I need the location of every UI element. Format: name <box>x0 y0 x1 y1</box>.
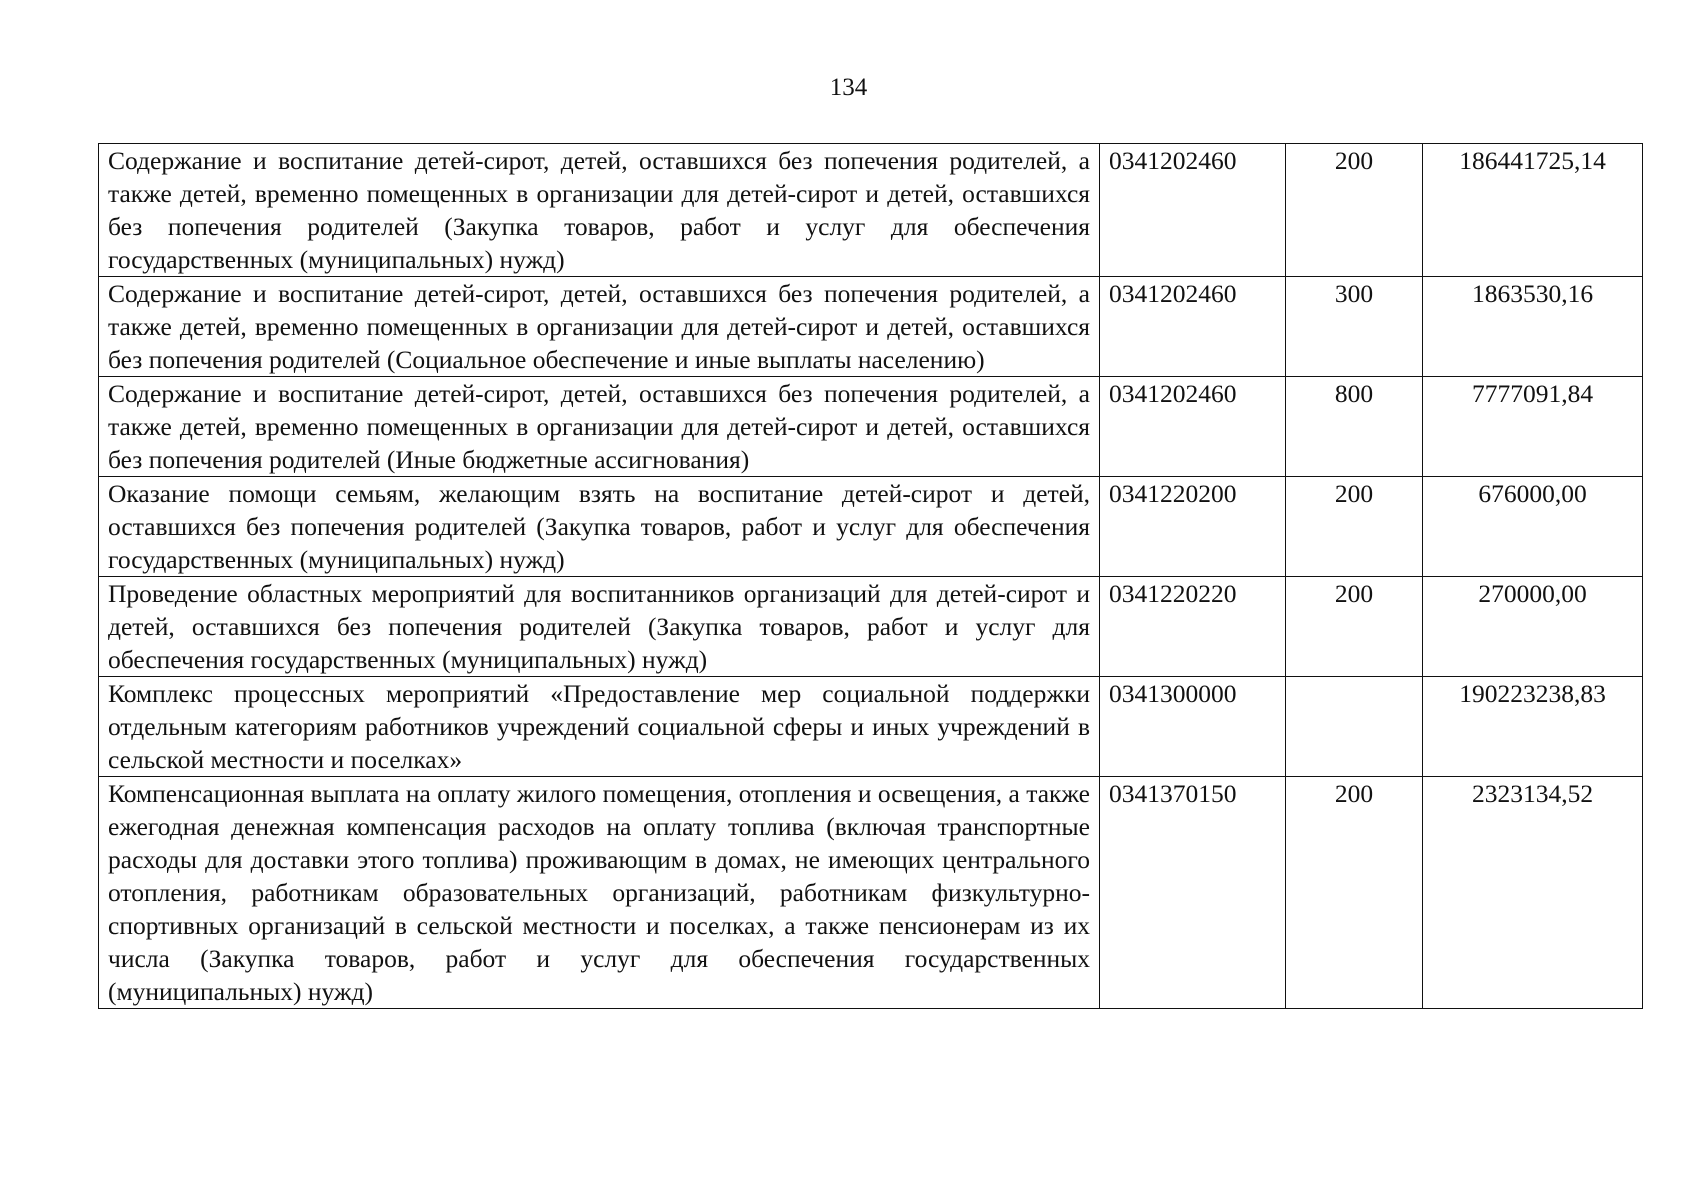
row-target-code: 0341300000 <box>1100 677 1286 777</box>
row-target-code: 0341202460 <box>1100 144 1286 277</box>
row-expense-type: 200 <box>1286 777 1423 1009</box>
page-number: 134 <box>829 74 868 101</box>
row-amount: 2323134,52 <box>1423 777 1643 1009</box>
row-expense-type: 200 <box>1286 477 1423 577</box>
row-target-code: 0341220200 <box>1100 477 1286 577</box>
row-description: Компенсационная выплата на оплату жилого помещения, отопления и освещения, а также ежегодная денежная компенсация расходов на оплату топлива (включая транспортные расходы для доставки этого топлива) проживающим в домах, не имеющих центрального отопления, работникам образовательных организаций, работникам физкультурно-спортивных организаций в сельской местности и поселках, а также пенсионерам из их числа (Закупка товаров, работ и услуг для обеспечения государственных (муниципальных) нужд) <box>99 777 1100 1009</box>
row-expense-type: 200 <box>1286 144 1423 277</box>
table-row <box>99 377 1643 477</box>
row-amount: 190223238,83 <box>1423 677 1643 777</box>
table-row <box>99 477 1643 577</box>
table-row <box>99 144 1643 277</box>
row-expense-type <box>1286 677 1423 777</box>
row-expense-type: 300 <box>1286 277 1423 377</box>
table-row <box>99 277 1643 377</box>
row-expense-type: 200 <box>1286 577 1423 677</box>
row-target-code: 0341370150 <box>1100 777 1286 1009</box>
row-target-code: 0341202460 <box>1100 277 1286 377</box>
table-row <box>99 777 1643 1009</box>
row-target-code: 0341220220 <box>1100 577 1286 677</box>
row-description: Проведение областных мероприятий для воспитанников организаций для детей-сирот и детей, оставшихся без попечения родителей (Закупка товаров, работ и услуг для обеспечения государственных (муниципальных) нужд) <box>99 577 1100 677</box>
row-description: Содержание и воспитание детей-сирот, детей, оставшихся без попечения родителей, а также детей, временно помещенных в организации для детей-сирот и детей, оставшихся без попечения родителей (Закупка товаров, работ и услуг для обеспечения государственных (муниципальных) нужд) <box>99 144 1100 277</box>
row-amount: 7777091,84 <box>1423 377 1643 477</box>
row-amount: 676000,00 <box>1423 477 1643 577</box>
row-amount: 186441725,14 <box>1423 144 1643 277</box>
row-amount: 270000,00 <box>1423 577 1643 677</box>
table-row <box>99 577 1643 677</box>
row-description: Содержание и воспитание детей-сирот, детей, оставшихся без попечения родителей, а также детей, временно помещенных в организации для детей-сирот и детей, оставшихся без попечения родителей (Социальное обеспечение и иные выплаты населению) <box>99 277 1100 377</box>
table-row <box>99 677 1643 777</box>
row-expense-type: 800 <box>1286 377 1423 477</box>
row-description: Содержание и воспитание детей-сирот, детей, оставшихся без попечения родителей, а также детей, временно помещенных в организации для детей-сирот и детей, оставшихся без попечения родителей (Иные бюджетные ассигнования) <box>99 377 1100 477</box>
budget-table <box>98 143 1643 1009</box>
row-target-code: 0341202460 <box>1100 377 1286 477</box>
row-description: Комплекс процессных мероприятий «Предоставление мер социальной поддержки отдельным категориям работников учреждений социальной сферы и иных учреждений в сельской местности и поселках» <box>99 677 1100 777</box>
row-amount: 1863530,16 <box>1423 277 1643 377</box>
row-description: Оказание помощи семьям, желающим взять на воспитание детей-сирот и детей, оставшихся без попечения родителей (Закупка товаров, работ и услуг для обеспечения государственных (муниципальных) нужд) <box>99 477 1100 577</box>
